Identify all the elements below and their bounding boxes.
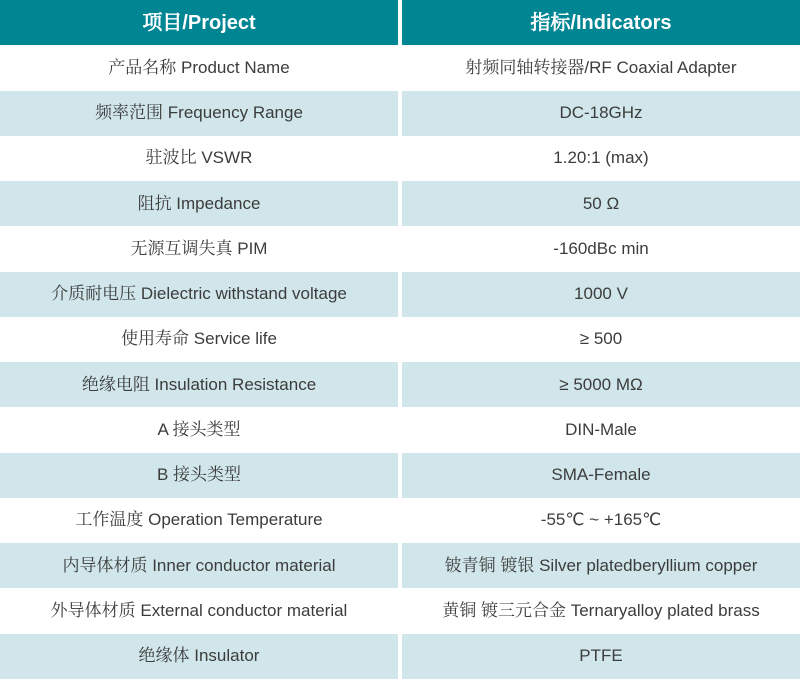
indicator-cell: DC-18GHz bbox=[402, 91, 800, 136]
table-row bbox=[0, 272, 800, 317]
indicator-cell: 铍青铜 镀银 Silver platedberyllium copper bbox=[402, 543, 800, 588]
indicator-cell: 1.20:1 (max) bbox=[402, 136, 800, 181]
table-row bbox=[0, 181, 800, 226]
table-row bbox=[0, 498, 800, 543]
table-row bbox=[0, 136, 800, 181]
indicator-cell: -160dBc min bbox=[402, 226, 800, 271]
table-row bbox=[0, 91, 800, 136]
indicator-cell: 黄铜 镀三元合金 Ternaryalloy plated brass bbox=[402, 588, 800, 633]
project-cell: 驻波比 VSWR bbox=[0, 136, 398, 181]
table-row bbox=[0, 362, 800, 407]
table-row bbox=[0, 543, 800, 588]
table-row bbox=[0, 407, 800, 452]
table-row bbox=[0, 588, 800, 633]
project-cell: 频率范围 Frequency Range bbox=[0, 91, 398, 136]
project-cell: 内导体材质 Inner conductor material bbox=[0, 543, 398, 588]
indicator-cell: 射频同轴转接器/RF Coaxial Adapter bbox=[402, 45, 800, 90]
header-indicators: 指标/Indicators bbox=[402, 0, 800, 45]
project-cell: A 接头类型 bbox=[0, 407, 398, 452]
project-cell: 绝缘体 Insulator bbox=[0, 634, 398, 679]
indicator-cell: ≥ 500 bbox=[402, 317, 800, 362]
header-project: 项目/Project bbox=[0, 0, 398, 45]
project-cell: 无源互调失真 PIM bbox=[0, 226, 398, 271]
indicator-cell: PTFE bbox=[402, 634, 800, 679]
indicator-cell: 1000 V bbox=[402, 272, 800, 317]
project-cell: 使用寿命 Service life bbox=[0, 317, 398, 362]
project-cell: B 接头类型 bbox=[0, 453, 398, 498]
project-cell: 介质耐电压 Dielectric withstand voltage bbox=[0, 272, 398, 317]
indicator-cell: -55℃ ~ +165℃ bbox=[402, 498, 800, 543]
project-cell: 外导体材质 External conductor material bbox=[0, 588, 398, 633]
table-row bbox=[0, 226, 800, 271]
project-cell: 绝缘电阻 Insulation Resistance bbox=[0, 362, 398, 407]
indicator-cell: SMA-Female bbox=[402, 453, 800, 498]
indicator-cell: 50 Ω bbox=[402, 181, 800, 226]
table-row bbox=[0, 634, 800, 679]
project-cell: 阻抗 Impedance bbox=[0, 181, 398, 226]
table-row bbox=[0, 45, 800, 90]
table-row bbox=[0, 453, 800, 498]
project-cell: 产品名称 Product Name bbox=[0, 45, 398, 90]
indicator-cell: ≥ 5000 MΩ bbox=[402, 362, 800, 407]
project-cell: 工作温度 Operation Temperature bbox=[0, 498, 398, 543]
table-header-row bbox=[0, 0, 800, 45]
table-row bbox=[0, 317, 800, 362]
indicator-cell: DIN-Male bbox=[402, 407, 800, 452]
